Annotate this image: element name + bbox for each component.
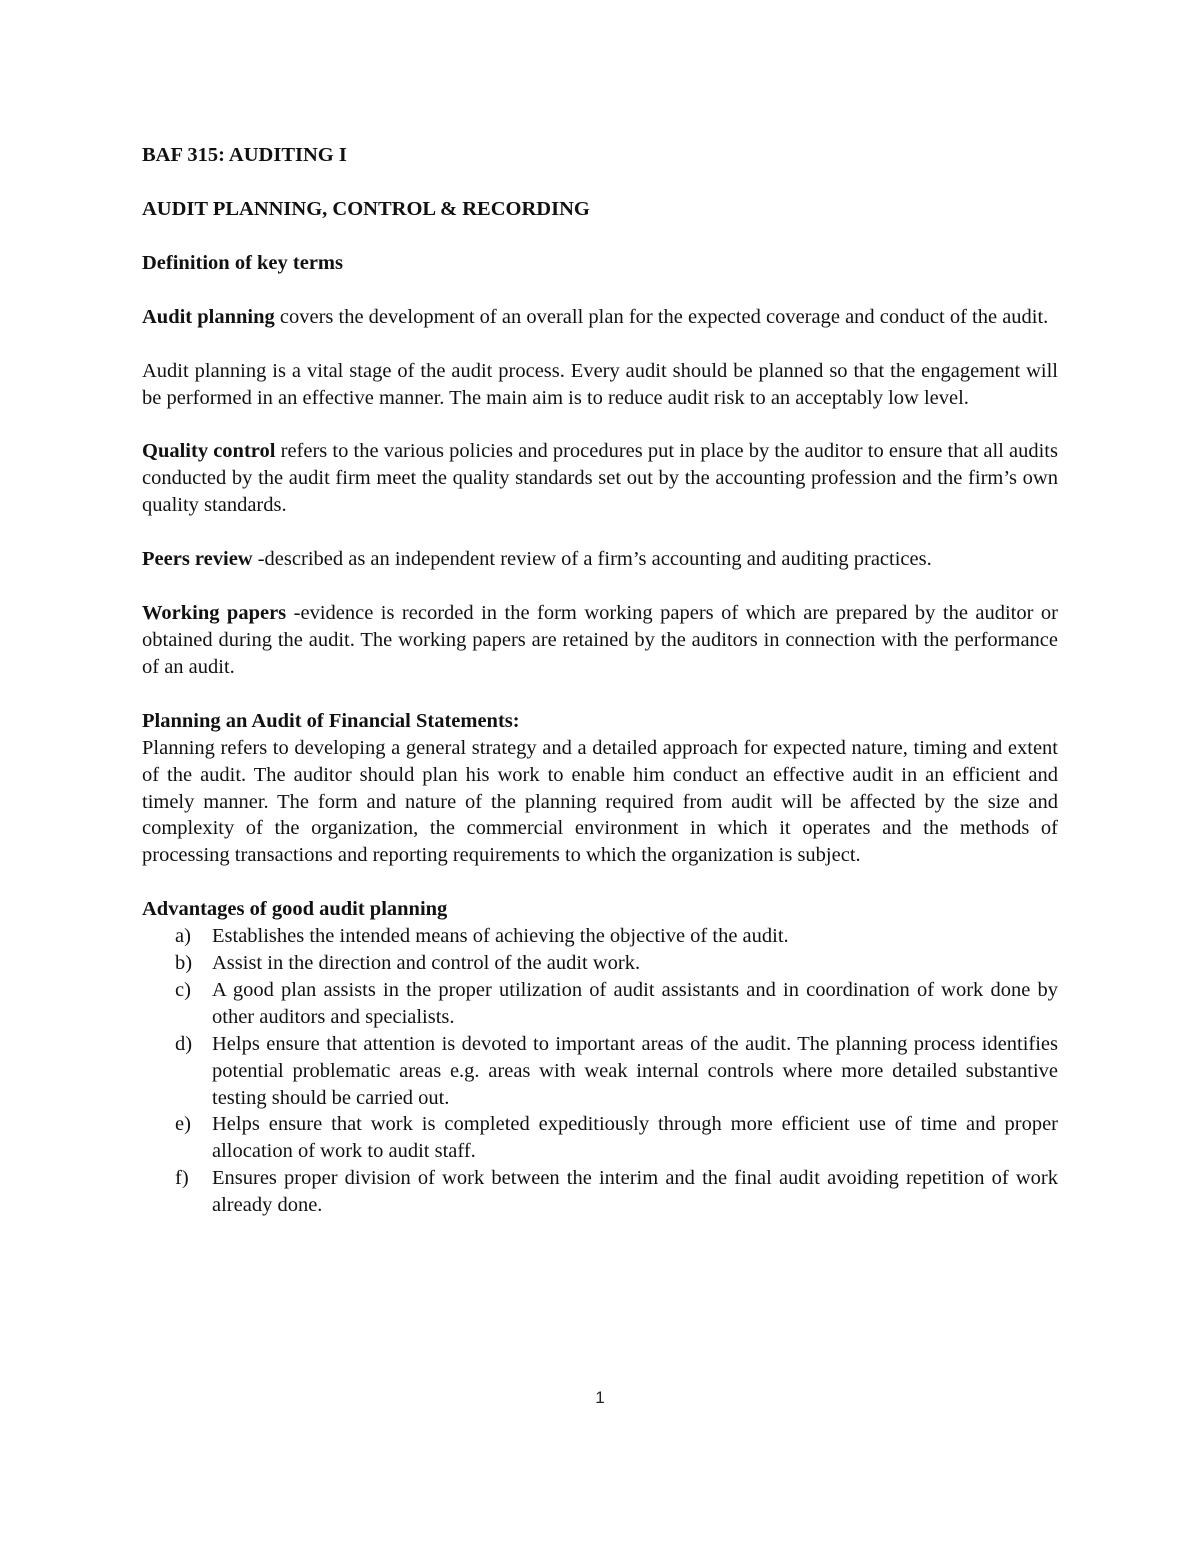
audit-planning-text: covers the development of an overall plan for the expected coverage and conduct of the audit. xyxy=(274,305,1049,328)
list-marker: b) xyxy=(175,952,193,975)
working-papers-term: Working papers xyxy=(142,602,287,625)
course-title: BAF 315: AUDITING I xyxy=(142,144,347,166)
list-item xyxy=(142,950,1058,977)
list-marker: d) xyxy=(175,1032,193,1055)
audit-planning-paragraph: Audit planning is a vital stage of the audit process. Every audit should be planned so that the engagement will be performed in an effective manner. The main aim is to reduce audit risk to an acceptably low level. xyxy=(142,359,1058,409)
peers-review-text: -described as an independent review of a firm’s accounting and auditing practices. xyxy=(252,548,932,571)
list-marker: c) xyxy=(175,978,191,1001)
definitions-heading: Definition of key terms xyxy=(142,251,343,274)
list-item-text: Ensures proper division of work between the interim and the final audit avoiding repetition of work already done. xyxy=(212,1167,1058,1217)
peers-review-term: Peers review xyxy=(142,548,253,571)
list-item xyxy=(142,1165,1058,1219)
list-marker: f) xyxy=(175,1167,189,1190)
planning-paragraph: Planning refers to developing a general strategy and a detailed approach for expected nature, timing and extent of the audit. The auditor should plan his work to enable him conduct an effective audit in an efficient and timely manner. The form and nature of the planning required from audit will be affected by the size and complexity of the organization, the commercial environment in which it operates and the methods of processing transactions and reporting requirements to which the organization is subject. xyxy=(142,736,1058,867)
list-item-text: Establishes the intended means of achieving the objective of the audit. xyxy=(212,925,789,948)
advantages-list xyxy=(142,923,1058,1219)
list-item xyxy=(142,1111,1058,1165)
peers-review-definition xyxy=(142,546,1058,573)
document-subtitle: AUDIT PLANNING, CONTROL & RECORDING xyxy=(142,197,590,220)
list-item xyxy=(142,1031,1058,1112)
list-marker: a) xyxy=(175,925,191,948)
audit-planning-definition xyxy=(142,304,1058,331)
working-papers-text: -evidence is recorded in the form working papers of which are prepared by the auditor or obtained during the audit. The working papers are retained by the auditors in connection with the performance of an audit. xyxy=(142,602,1058,678)
quality-control-text: refers to the various policies and procedures put in place by the auditor to ensure that all audits conducted by the audit firm meet the quality standards set out by the accounting profession and the firm’s own quality standards. xyxy=(142,440,1058,517)
quality-control-definition xyxy=(142,438,1058,519)
planning-heading: Planning an Audit of Financial Statements: xyxy=(142,709,520,732)
list-item-text: A good plan assists in the proper utilization of audit assistants and in coordination of work done by other auditors and specialists. xyxy=(212,978,1058,1028)
list-marker: e) xyxy=(175,1113,191,1136)
working-papers-definition xyxy=(142,600,1058,681)
list-item-text: Helps ensure that attention is devoted to important areas of the audit. The planning process identifies potential problematic areas e.g. areas with weak internal controls where more detailed substantive testing should be carried out. xyxy=(212,1032,1058,1109)
list-item xyxy=(142,923,1058,950)
advantages-heading: Advantages of good audit planning xyxy=(142,898,448,921)
page-content xyxy=(142,142,1058,1219)
quality-control-term: Quality control xyxy=(142,440,276,463)
list-item xyxy=(142,977,1058,1031)
audit-planning-term: Audit planning xyxy=(142,305,275,328)
list-item-text: Assist in the direction and control of the audit work. xyxy=(212,952,641,975)
page-number: 1 xyxy=(595,1388,605,1407)
list-item-text: Helps ensure that work is completed expeditiously through more efficient use of time and proper allocation of work to audit staff. xyxy=(212,1113,1058,1163)
